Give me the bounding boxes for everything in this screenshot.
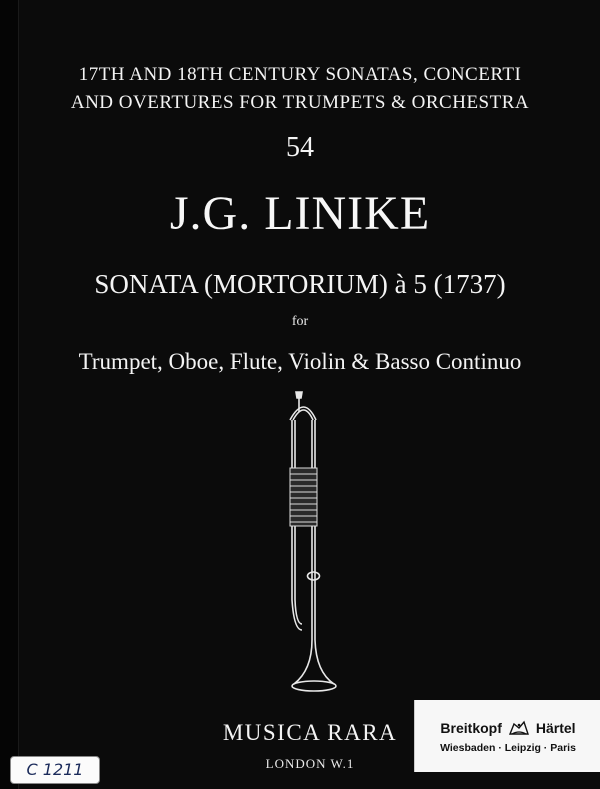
- distributor-name: [415, 718, 600, 738]
- series-number: 54: [286, 132, 314, 163]
- distributor-label: [414, 700, 600, 772]
- distributor-name-right: Härtel: [535, 720, 576, 736]
- publisher-city: LONDON W.1: [265, 756, 355, 771]
- catalogue-sticker: C 1211: [10, 756, 100, 784]
- instrumentation: Trumpet, Oboe, Flute, Violin & Basso Continuo: [78, 349, 522, 374]
- series-title-line-1: 17TH AND 18TH CENTURY SONATAS, CONCERTI: [78, 64, 522, 85]
- spine-edge: [0, 0, 19, 789]
- distributor-name-left: Breitkopf: [440, 720, 502, 736]
- breitkopf-logo-icon: [508, 718, 530, 738]
- work-title: SONATA (MORTORIUM) à 5 (1737): [94, 269, 506, 299]
- series-title-line-2: AND OVERTURES FOR TRUMPETS & ORCHESTRA: [70, 92, 530, 113]
- distributor-cities: Wiesbaden · Leipzig · Paris: [440, 742, 576, 754]
- publisher-name: MUSICA RARA: [222, 720, 398, 745]
- natural-trumpet-icon: [268, 390, 340, 700]
- for-label: for: [291, 314, 309, 329]
- composer-name: J.G. LINIKE: [169, 187, 431, 240]
